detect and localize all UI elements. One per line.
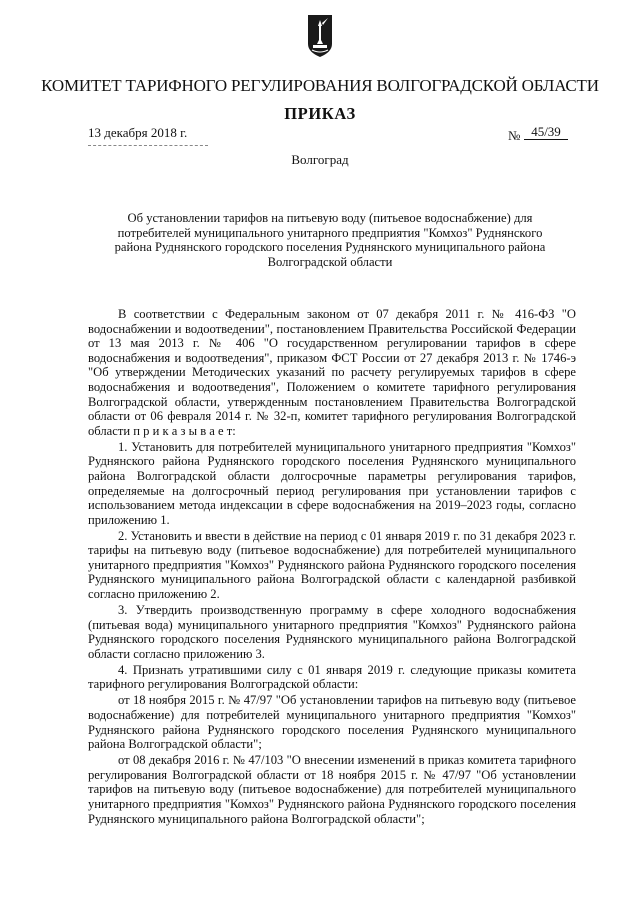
- clause-1-paragraph: 1. Установить для потребителей муниципального унитарного предприятия "Комхоз" Руднянского района Руднянского городского поселения Руднянского муниципального района Волгоградской области долгосрочные параметры регулирования тарифов, определяемые на долгосрочный период регулирования при установлении тарифов с использованием метода индексации в сфере водоснабжения на 2019–2023 годы, согласно приложению 1.: [88, 439, 576, 527]
- order-number-sign: №: [508, 128, 521, 143]
- order-body: [88, 307, 576, 828]
- clause-2-paragraph: 2. Установить и ввести в действие на период с 01 января 2019 г. по 31 декабря 2023 г. тарифы на питьевую воду (питьевое водоснабжение) для потребителей муниципального унитарного предприятия "Комхоз" Руднянского района Руднянского городского поселения Руднянского муниципального района Волгоградской области с календарной разбивкой согласно приложению 2.: [88, 528, 576, 602]
- preamble-paragraph: В соответствии с Федеральным законом от 07 декабря 2011 г. № 416-ФЗ "О водоснабжении и водоотведении", постановлением Правительства Российской Федерации от 13 мая 2013 г. № 406 "О государственном регулировании тарифов в сфере водоснабжения и водоотведения", приказом ФСТ России от 27 декабря 2013 г. № 1746-э "Об утверждении Методических указаний по расчету регулируемых тарифов в сфере водоснабжения и водоотведения", Положением о комитете тарифного регулирования Волгоградской области, утвержденным постановлением Правительства Волгоградской области от 06 февраля 2014 г. № 32-п, комитет тарифного регулирования Волгоградской области п р и к а з ы в а е т:: [88, 307, 576, 438]
- committee-name: КОМИТЕТ ТАРИФНОГО РЕГУЛИРОВАНИЯ ВОЛГОГРАДСКОЙ ОБЛАСТИ: [41, 76, 599, 95]
- clause-3-paragraph: 3. Утвердить производственную программу в сфере холодного водоснабжения (питьевая вода) муниципального унитарного предприятия "Комхоз" Руднянского района Руднянского городского поселения Руднянского муниципального района Волгоградской области согласно приложению 3.: [88, 603, 576, 661]
- clause-4-paragraph: 4. Признать утратившими силу с 01 января 2019 г. следующие приказы комитета тарифного регулирования Волгоградской области:: [88, 662, 576, 692]
- order-title: ПРИКАЗ: [284, 104, 356, 123]
- order-date: 13 декабря 2018 г.: [88, 125, 188, 140]
- repealed-order-1-paragraph: от 18 ноября 2015 г. № 47/97 "Об установлении тарифов на питьевую воду (питьевое водоснабжение) для потребителей муниципального унитарного предприятия "Комхоз" Руднянского района Руднянского городского поселения Руднянского муниципального района Волгоградской области";: [88, 693, 576, 752]
- order-subject: Об установлении тарифов на питьевую воду (питьевое водоснабжение) для потребителей муниципального унитарного предприятия "Комхоз" Руднянского района Руднянского городского поселения Руднянского муниципального района Волгоградской области: [114, 211, 546, 269]
- order-city: Волгоград: [291, 152, 349, 167]
- volgograd-emblem-icon: [307, 14, 333, 58]
- date-underline: [88, 145, 208, 146]
- order-number: 45/39: [524, 124, 568, 140]
- repealed-order-2-paragraph: от 08 декабря 2016 г. № 47/103 "О внесении изменений в приказ комитета тарифного регулирования Волгоградской области от 18 ноября 2015 г. № 47/97 "Об установлении тарифов на питьевую воду (питьевое водоснабжение) для потребителей муниципального унитарного предприятия "Комхоз" Руднянского района Руднянского городского поселения Руднянского муниципального района Волгоградской области";: [88, 753, 576, 826]
